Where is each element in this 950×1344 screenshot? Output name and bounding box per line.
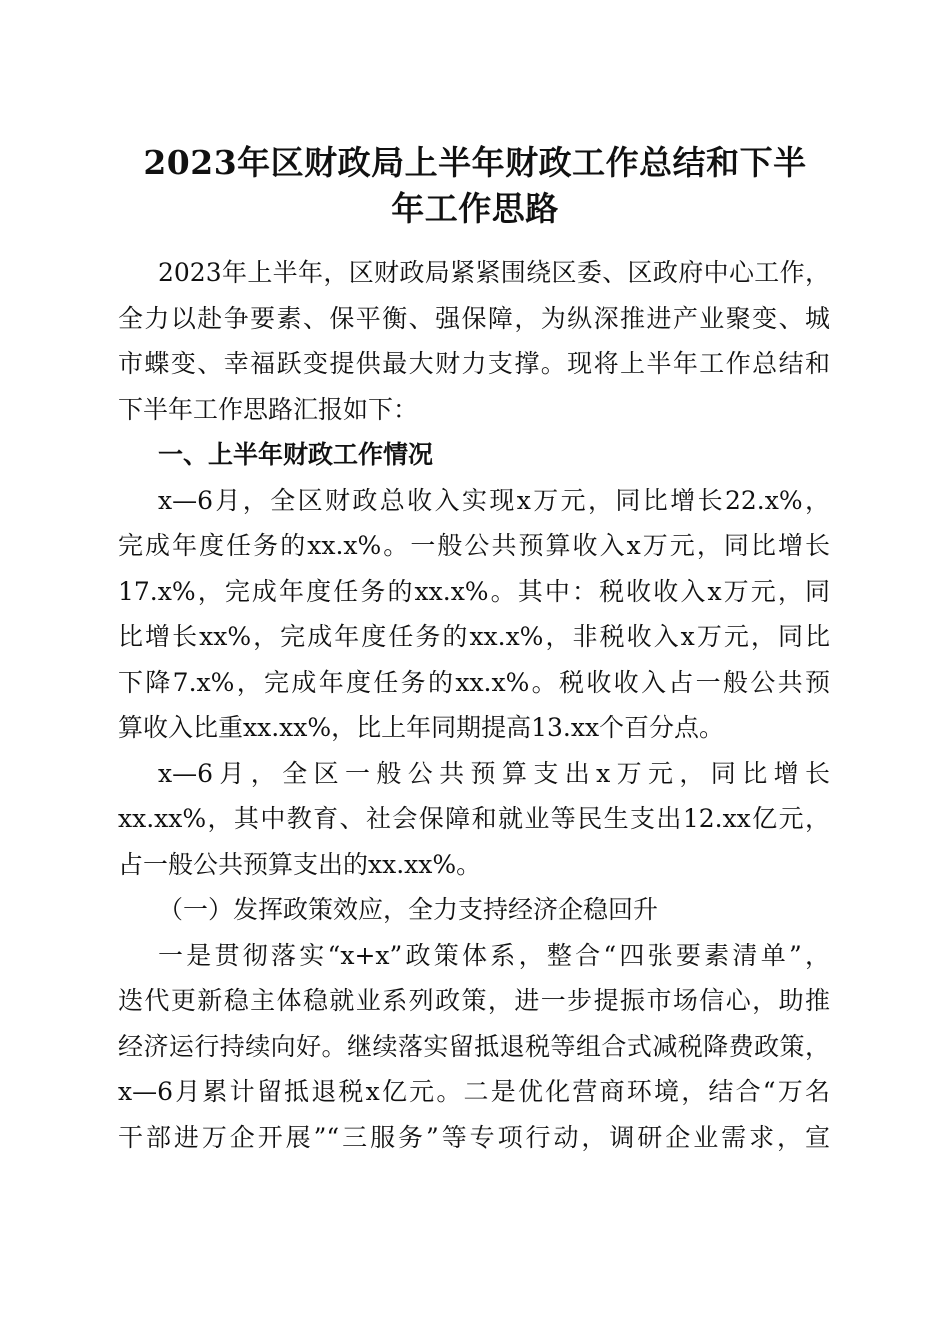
- document-body: [118, 250, 830, 1160]
- text-line: 一是贯彻落实“x+x”政策体系，整合“四张要素清单”，: [158, 940, 830, 970]
- revenue-paragraph: [118, 478, 830, 751]
- text-line: 下半年工作思路汇报如下：: [118, 394, 419, 424]
- text-line: 算收入比重xx.xx%，比上年同期提高13.xx个百分点。: [118, 713, 725, 742]
- text-line: 比增长xx%，完成年度任务的xx.x%，非税收入x万元，同比: [118, 622, 830, 651]
- text-line: x—6月，全区财政总收入实现x万元，同比增长22.x%，: [158, 485, 830, 515]
- text-line: 下降7.x%，完成年度任务的xx.x%。税收收入占一般公共预: [118, 667, 830, 697]
- text-line: x—6月，全区一般公共预算支出x万元，同比增长: [158, 758, 830, 788]
- section-heading-1: [118, 432, 830, 478]
- text-line: 经济运行持续向好。继续落实留抵退税等组合式减税降费政策，: [118, 1031, 830, 1061]
- subsection-heading-1: [118, 887, 830, 933]
- text-line: 2023年上半年，区财政局紧紧围绕区委、区政府中心工作，: [158, 258, 830, 287]
- intro-paragraph: [118, 250, 830, 432]
- policy-paragraph: [118, 933, 830, 1161]
- text-line: x—6月累计留抵退税x亿元。二是优化营商环境，结合“万名: [118, 1077, 830, 1106]
- expenditure-paragraph: [118, 751, 830, 888]
- subheading-text: （一）发挥政策效应，全力支持经济企稳回升: [158, 895, 659, 924]
- text-line: 干部进万企开展”“三服务”等专项行动，调研企业需求，宣: [118, 1122, 830, 1152]
- text-line: 市蝶变、幸福跃变提供最大财力支撑。现将上半年工作总结和: [118, 349, 830, 378]
- document-title: [100, 140, 850, 232]
- text-line: 占一般公共预算支出的xx.xx%。: [118, 849, 482, 879]
- text-line: 17.x%，完成年度任务的xx.x%。其中：税收收入x万元，同: [118, 576, 830, 606]
- text-line: 完成年度任务的xx.x%。一般公共预算收入x万元，同比增长: [118, 531, 830, 560]
- title-line-1: 2023年区财政局上半年财政工作总结和下半: [143, 143, 807, 182]
- text-line: xx.xx%，其中教育、社会保障和就业等民生支出12.xx亿元，: [118, 804, 830, 833]
- text-line: 迭代更新稳主体稳就业系列政策，进一步提振市场信心，助推: [118, 986, 830, 1015]
- text-line: 全力以赴争要素、保平衡、强保障，为纵深推进产业聚变、城: [118, 303, 830, 333]
- title-line-2: 年工作思路: [391, 189, 559, 228]
- heading-text: 一、上半年财政工作情况: [158, 440, 434, 469]
